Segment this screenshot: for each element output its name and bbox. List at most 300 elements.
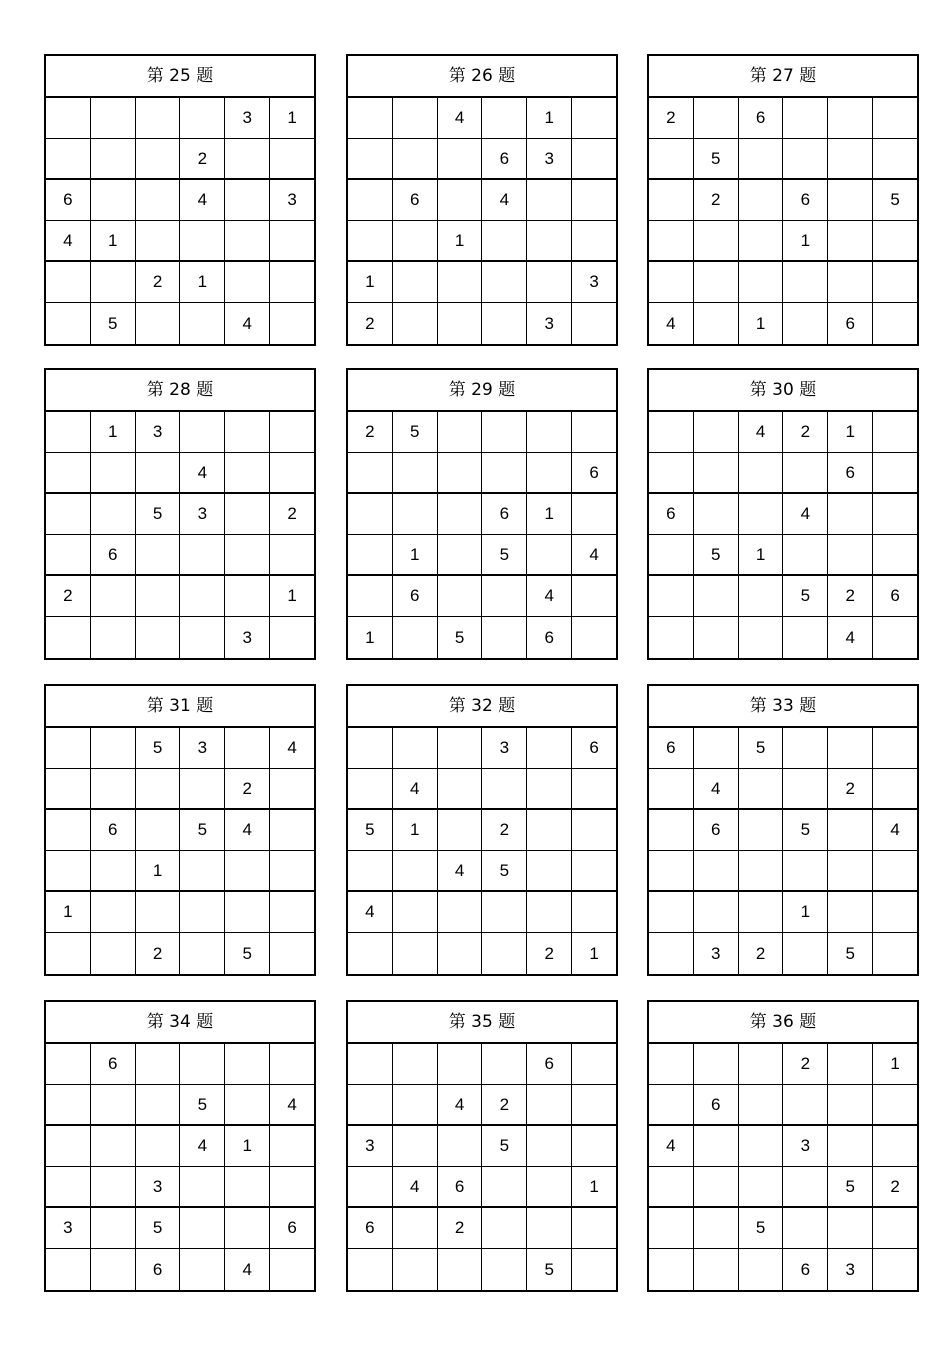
grid-cell [739, 1085, 784, 1124]
grid-row [649, 139, 917, 180]
sudoku-grid [46, 728, 314, 974]
grid-cell [91, 262, 136, 302]
grid-cell: 4 [649, 303, 694, 344]
grid-cell [270, 769, 314, 808]
grid-row [649, 494, 917, 535]
grid-cell [649, 139, 694, 178]
grid-cell [694, 303, 739, 344]
grid-cell [783, 1208, 828, 1248]
grid-cell [348, 728, 393, 768]
grid-cell [527, 1167, 572, 1206]
grid-cell [270, 453, 314, 492]
grid-row [46, 892, 314, 933]
sudoku-puzzle [346, 368, 618, 660]
grid-cell [225, 1044, 270, 1084]
grid-cell [482, 412, 527, 452]
grid-cell [694, 1249, 739, 1290]
grid-cell: 3 [527, 139, 572, 178]
grid-cell [46, 810, 91, 850]
sudoku-puzzle [346, 684, 618, 976]
puzzle-title: 第 29 题 [348, 370, 616, 412]
grid-cell [482, 1208, 527, 1248]
sudoku-grid [46, 98, 314, 344]
grid-cell [828, 494, 873, 534]
grid-cell: 3 [783, 1126, 828, 1166]
grid-cell [739, 810, 784, 850]
grid-cell [91, 728, 136, 768]
grid-cell [694, 1208, 739, 1248]
grid-row [348, 728, 616, 769]
grid-cell [438, 1249, 483, 1290]
grid-row [649, 453, 917, 494]
grid-cell [783, 262, 828, 302]
grid-cell [225, 1208, 270, 1248]
grid-cell [438, 494, 483, 534]
grid-row [46, 412, 314, 453]
grid-cell: 3 [589, 272, 599, 291]
grid-cell [393, 262, 438, 302]
grid-row [46, 728, 314, 769]
grid-cell [649, 810, 694, 850]
grid-row [649, 892, 917, 933]
grid-cell [348, 1044, 393, 1084]
grid-cell: 6 [890, 586, 900, 605]
grid-cell [783, 933, 828, 974]
grid-cell [438, 1044, 483, 1084]
grid-cell [438, 535, 483, 574]
grid-cell [572, 303, 616, 344]
grid-cell: 2 [890, 1176, 900, 1196]
grid-cell [873, 262, 917, 302]
grid-cell [46, 1249, 91, 1290]
grid-cell [873, 1249, 917, 1290]
puzzle-title: 第 30 题 [649, 370, 917, 412]
grid-cell [136, 617, 181, 658]
grid-cell [482, 1249, 527, 1290]
grid-cell: 4 [287, 738, 297, 757]
sudoku-puzzle [44, 1000, 316, 1292]
grid-cell: 2 [136, 262, 181, 302]
grid-cell [180, 221, 225, 260]
grid-cell [873, 139, 917, 178]
grid-cell [694, 728, 739, 768]
grid-cell: 3 [225, 617, 270, 658]
grid-cell [739, 453, 784, 492]
grid-row [46, 453, 314, 494]
grid-cell [873, 1208, 917, 1248]
grid-cell [225, 851, 270, 890]
sudoku-puzzle [647, 684, 919, 976]
grid-cell [136, 769, 181, 808]
grid-cell [739, 576, 784, 616]
grid-cell [393, 1126, 438, 1166]
grid-cell: 1 [890, 1054, 900, 1073]
grid-cell: 6 [589, 462, 599, 482]
grid-cell [482, 98, 527, 138]
grid-cell [828, 535, 873, 574]
grid-cell [694, 494, 739, 534]
grid-row [348, 851, 616, 892]
grid-cell [873, 892, 917, 932]
grid-cell [527, 769, 572, 808]
grid-row [649, 1044, 917, 1085]
grid-cell [438, 933, 483, 974]
grid-cell [649, 180, 694, 220]
grid-cell [46, 262, 91, 302]
grid-cell [828, 728, 873, 768]
sudoku-puzzle [44, 684, 316, 976]
grid-cell [46, 617, 91, 658]
grid-row [348, 1044, 616, 1085]
grid-cell [739, 494, 784, 534]
grid-cell [91, 98, 136, 138]
grid-cell [828, 98, 873, 138]
grid-cell [572, 769, 616, 808]
grid-cell [828, 810, 873, 850]
grid-cell [482, 576, 527, 616]
grid-row [348, 180, 616, 221]
grid-cell [783, 728, 828, 768]
grid-cell [180, 1044, 225, 1084]
grid-cell [393, 728, 438, 768]
grid-cell [572, 576, 616, 616]
grid-cell [393, 617, 438, 658]
grid-cell: 2 [482, 810, 527, 850]
grid-cell [438, 576, 483, 616]
puzzle-title: 第 35 题 [348, 1002, 616, 1044]
grid-cell [136, 180, 181, 220]
grid-row [46, 139, 314, 180]
grid-cell [739, 1167, 784, 1206]
grid-row [46, 221, 314, 262]
grid-cell: 5 [438, 617, 483, 658]
grid-cell [482, 1044, 527, 1084]
grid-cell [873, 1126, 917, 1166]
grid-cell [393, 303, 438, 344]
grid-cell: 5 [828, 933, 873, 974]
grid-cell: 2 [694, 180, 739, 220]
grid-cell [572, 1126, 616, 1166]
grid-row [348, 1208, 616, 1249]
grid-cell [694, 221, 739, 260]
grid-cell: 2 [739, 933, 784, 974]
grid-cell [694, 576, 739, 616]
grid-cell [873, 1085, 917, 1124]
grid-row [649, 1085, 917, 1126]
grid-cell: 1 [348, 262, 393, 302]
grid-cell: 4 [225, 303, 270, 344]
grid-cell: 5 [348, 810, 393, 850]
grid-cell [739, 617, 784, 658]
grid-row [46, 303, 314, 344]
grid-row [649, 221, 917, 262]
grid-cell [527, 262, 572, 302]
grid-cell [828, 139, 873, 178]
grid-cell: 6 [694, 1085, 739, 1124]
grid-cell: 5 [694, 535, 739, 574]
grid-cell: 1 [91, 221, 136, 260]
grid-row [649, 1167, 917, 1208]
grid-cell [649, 576, 694, 616]
grid-cell: 6 [649, 494, 694, 534]
grid-cell [739, 139, 784, 178]
grid-cell [46, 494, 91, 534]
sudoku-grid [649, 412, 917, 658]
grid-row [348, 221, 616, 262]
grid-cell [393, 1085, 438, 1124]
grid-cell: 1 [527, 98, 572, 138]
grid-cell: 4 [527, 576, 572, 616]
grid-cell [649, 262, 694, 302]
grid-cell: 6 [649, 728, 694, 768]
grid-row [348, 535, 616, 576]
grid-cell: 5 [180, 810, 225, 850]
grid-cell [136, 810, 181, 850]
grid-cell [649, 453, 694, 492]
grid-row [649, 1126, 917, 1167]
grid-row [348, 933, 616, 974]
grid-cell [694, 851, 739, 890]
grid-cell: 2 [225, 769, 270, 808]
grid-cell [180, 892, 225, 932]
grid-cell: 1 [348, 617, 393, 658]
grid-cell [225, 221, 270, 260]
grid-cell [828, 1208, 873, 1248]
grid-cell: 1 [828, 412, 873, 452]
grid-cell [46, 412, 91, 452]
grid-row [46, 535, 314, 576]
grid-cell: 1 [783, 221, 828, 260]
grid-cell: 1 [287, 108, 297, 127]
grid-cell [739, 892, 784, 932]
sudoku-grid [649, 1044, 917, 1290]
grid-cell [46, 535, 91, 574]
grid-cell [348, 535, 393, 574]
grid-cell [783, 139, 828, 178]
grid-cell [649, 892, 694, 932]
grid-cell [572, 412, 616, 452]
grid-cell: 1 [46, 892, 91, 932]
grid-cell: 5 [694, 139, 739, 178]
grid-cell [438, 892, 483, 932]
grid-cell [46, 98, 91, 138]
grid-row [46, 1208, 314, 1249]
grid-cell [180, 1208, 225, 1248]
grid-cell: 2 [287, 504, 297, 523]
grid-cell: 6 [136, 1249, 181, 1290]
grid-cell [225, 453, 270, 492]
grid-cell [739, 1126, 784, 1166]
grid-cell [225, 535, 270, 574]
grid-cell [572, 1085, 616, 1124]
grid-cell: 6 [527, 1044, 572, 1084]
puzzle-title: 第 26 题 [348, 56, 616, 98]
grid-cell [649, 1167, 694, 1206]
grid-cell [694, 1044, 739, 1084]
grid-cell: 4 [438, 851, 483, 890]
grid-cell: 5 [527, 1249, 572, 1290]
grid-cell: 3 [348, 1126, 393, 1166]
grid-row [348, 262, 616, 303]
grid-cell: 6 [393, 180, 438, 220]
puzzle-title: 第 25 题 [46, 56, 314, 98]
grid-row [649, 576, 917, 617]
grid-cell [828, 892, 873, 932]
grid-cell [180, 535, 225, 574]
grid-cell [46, 1085, 91, 1124]
sudoku-puzzle [44, 368, 316, 660]
grid-cell [694, 453, 739, 492]
sudoku-puzzle [346, 54, 618, 346]
grid-row [46, 576, 314, 617]
grid-row [348, 1249, 616, 1290]
grid-cell [572, 810, 616, 850]
grid-cell: 5 [783, 576, 828, 616]
grid-cell: 4 [482, 180, 527, 220]
grid-cell [46, 769, 91, 808]
grid-cell [225, 576, 270, 616]
grid-cell [393, 1044, 438, 1084]
grid-cell [783, 1167, 828, 1206]
grid-cell: 6 [393, 576, 438, 616]
grid-cell [527, 810, 572, 850]
grid-cell [91, 1126, 136, 1166]
grid-cell [482, 933, 527, 974]
grid-row [348, 1167, 616, 1208]
grid-cell [739, 180, 784, 220]
grid-cell [348, 1085, 393, 1124]
grid-cell [136, 1044, 181, 1084]
grid-cell [873, 933, 917, 974]
grid-cell [225, 139, 270, 178]
puzzle-title: 第 31 题 [46, 686, 314, 728]
grid-cell: 6 [783, 1249, 828, 1290]
grid-cell [136, 892, 181, 932]
grid-cell: 2 [46, 576, 91, 616]
grid-cell [348, 933, 393, 974]
grid-cell [572, 1208, 616, 1248]
grid-cell [527, 1085, 572, 1124]
grid-cell [527, 851, 572, 890]
grid-cell [91, 576, 136, 616]
grid-cell [694, 892, 739, 932]
grid-cell [482, 453, 527, 492]
grid-cell: 5 [136, 1208, 181, 1248]
grid-cell: 6 [527, 617, 572, 658]
grid-row [649, 98, 917, 139]
grid-cell: 4 [694, 769, 739, 808]
grid-row [46, 1044, 314, 1085]
grid-row [649, 1249, 917, 1290]
grid-cell [270, 1167, 314, 1206]
grid-cell [572, 221, 616, 260]
grid-cell: 1 [287, 586, 297, 605]
grid-cell: 6 [91, 1044, 136, 1084]
grid-cell: 2 [136, 933, 181, 974]
grid-cell: 3 [180, 494, 225, 534]
grid-cell: 1 [783, 892, 828, 932]
grid-cell [783, 303, 828, 344]
grid-row [348, 617, 616, 658]
grid-cell: 4 [739, 412, 784, 452]
grid-cell: 5 [482, 1126, 527, 1166]
grid-cell [694, 1167, 739, 1206]
grid-cell [438, 728, 483, 768]
grid-cell [649, 1044, 694, 1084]
grid-cell [828, 180, 873, 220]
grid-cell: 4 [180, 453, 225, 492]
grid-cell [649, 769, 694, 808]
grid-cell: 3 [527, 303, 572, 344]
grid-cell [739, 262, 784, 302]
grid-cell [438, 453, 483, 492]
grid-cell [694, 617, 739, 658]
grid-cell: 6 [694, 810, 739, 850]
grid-cell: 3 [180, 728, 225, 768]
grid-cell [739, 851, 784, 890]
grid-cell [180, 1167, 225, 1206]
grid-cell: 6 [783, 180, 828, 220]
grid-cell [873, 769, 917, 808]
grid-cell [393, 139, 438, 178]
grid-cell: 4 [438, 98, 483, 138]
grid-row [348, 810, 616, 851]
grid-cell [649, 1249, 694, 1290]
grid-cell: 3 [136, 412, 181, 452]
grid-cell [270, 1126, 314, 1166]
grid-cell [91, 1085, 136, 1124]
grid-cell [527, 728, 572, 768]
grid-cell [828, 1126, 873, 1166]
grid-cell [270, 1249, 314, 1290]
grid-cell [393, 494, 438, 534]
grid-cell [482, 221, 527, 260]
grid-row [649, 262, 917, 303]
grid-cell: 2 [348, 412, 393, 452]
grid-cell: 4 [46, 221, 91, 260]
grid-cell: 3 [694, 933, 739, 974]
grid-cell [438, 180, 483, 220]
puzzle-title: 第 34 题 [46, 1002, 314, 1044]
grid-cell: 6 [438, 1167, 483, 1206]
grid-cell [225, 262, 270, 302]
grid-cell [393, 98, 438, 138]
grid-cell: 5 [739, 728, 784, 768]
sudoku-grid [348, 1044, 616, 1290]
grid-cell [572, 1249, 616, 1290]
grid-cell [438, 303, 483, 344]
grid-cell [270, 535, 314, 574]
grid-cell [649, 617, 694, 658]
grid-cell [828, 1044, 873, 1084]
grid-cell [46, 728, 91, 768]
grid-cell [136, 1126, 181, 1166]
sudoku-grid [46, 412, 314, 658]
grid-row [46, 617, 314, 658]
grid-cell [572, 98, 616, 138]
grid-cell: 5 [91, 303, 136, 344]
grid-cell [91, 494, 136, 534]
grid-row [348, 576, 616, 617]
grid-cell: 4 [348, 892, 393, 932]
grid-cell [46, 851, 91, 890]
grid-row [348, 139, 616, 180]
grid-cell: 6 [482, 494, 527, 534]
grid-row [649, 851, 917, 892]
grid-cell [91, 892, 136, 932]
grid-cell [694, 98, 739, 138]
grid-cell [438, 810, 483, 850]
